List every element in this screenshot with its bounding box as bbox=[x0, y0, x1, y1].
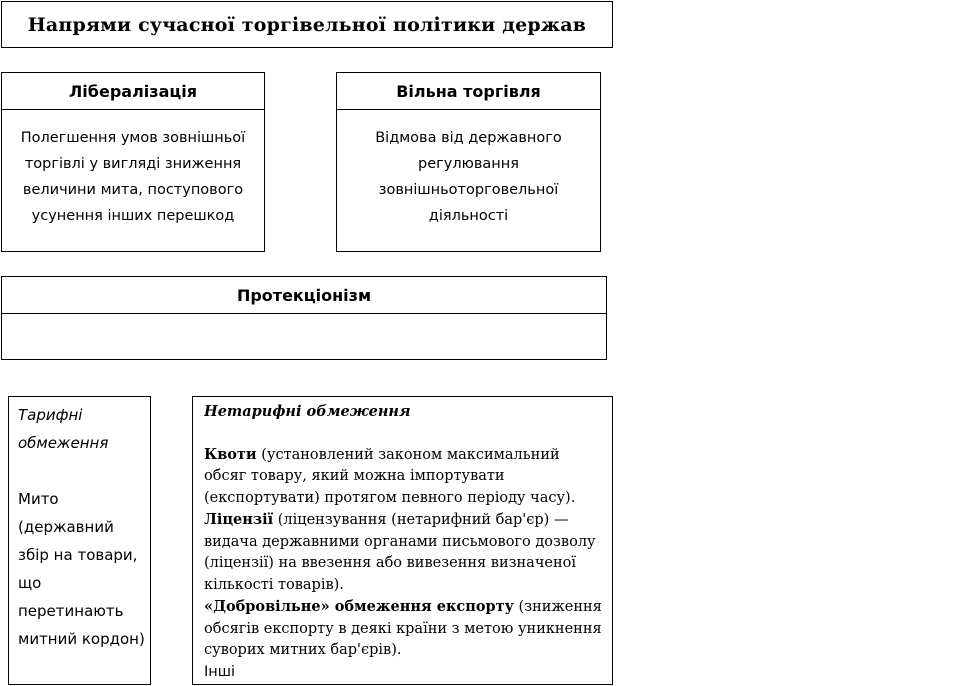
tariff-title: Тарифні обмеження bbox=[18, 406, 109, 452]
liberalization-box bbox=[1, 72, 265, 252]
non-tariff-content bbox=[204, 401, 604, 684]
quotas-paragraph bbox=[204, 444, 604, 510]
liberalization-body bbox=[2, 109, 264, 251]
voluntary-text: (зниження обсягів експорту в деякі країни з метою уникнення суворих митних бар'єрів). bbox=[204, 599, 602, 658]
non-tariff-title: Нетарифні обмеження bbox=[204, 403, 411, 420]
diagram-title: Напрями сучасної торгівельної політики держав bbox=[27, 13, 587, 36]
protectionism-heading: Протекціонізм bbox=[2, 277, 606, 314]
protectionism-box bbox=[1, 276, 607, 360]
free-trade-body bbox=[337, 109, 600, 251]
non-tariff-spacer bbox=[204, 423, 604, 444]
liberalization-text: Полегшення умов зовнішньої торгівлі у вигляді зниження величини мита, поступового усунення інших перешкод bbox=[20, 130, 246, 224]
tariff-box bbox=[8, 396, 151, 685]
other-item: Інші bbox=[204, 663, 236, 680]
tariff-spacer bbox=[18, 457, 146, 485]
diagram-title-box bbox=[1, 1, 613, 48]
licenses-term: Ліцензії bbox=[204, 511, 274, 528]
non-tariff-box bbox=[192, 396, 613, 685]
quotas-text: (установлений законом максимальний обсяг товару, який можна імпортувати (експортувати) протягом певного періоду часу). bbox=[204, 446, 576, 506]
licenses-text: (ліцензування (нетарифний бар'єр) — видача державними органами письмового дозволу (ліцензії) на ввезення або вивезення визначеної кількості товарів). bbox=[204, 512, 596, 593]
tariff-content bbox=[18, 401, 146, 653]
free-trade-heading: Вільна торгівля bbox=[337, 73, 600, 110]
tariff-text: Мито (державний збір на товари, що перетинають митний кордон) bbox=[18, 490, 145, 648]
licenses-paragraph bbox=[204, 509, 604, 596]
voluntary-term: «Добровільне» обмеження експорту bbox=[204, 598, 514, 615]
liberalization-heading: Лібералізація bbox=[2, 73, 264, 110]
free-trade-text: Відмова від державного регулювання зовнішньоторговельної діяльності bbox=[375, 130, 562, 224]
quotas-term: Квоти bbox=[204, 445, 257, 463]
voluntary-paragraph bbox=[204, 596, 604, 662]
free-trade-box bbox=[336, 72, 601, 252]
